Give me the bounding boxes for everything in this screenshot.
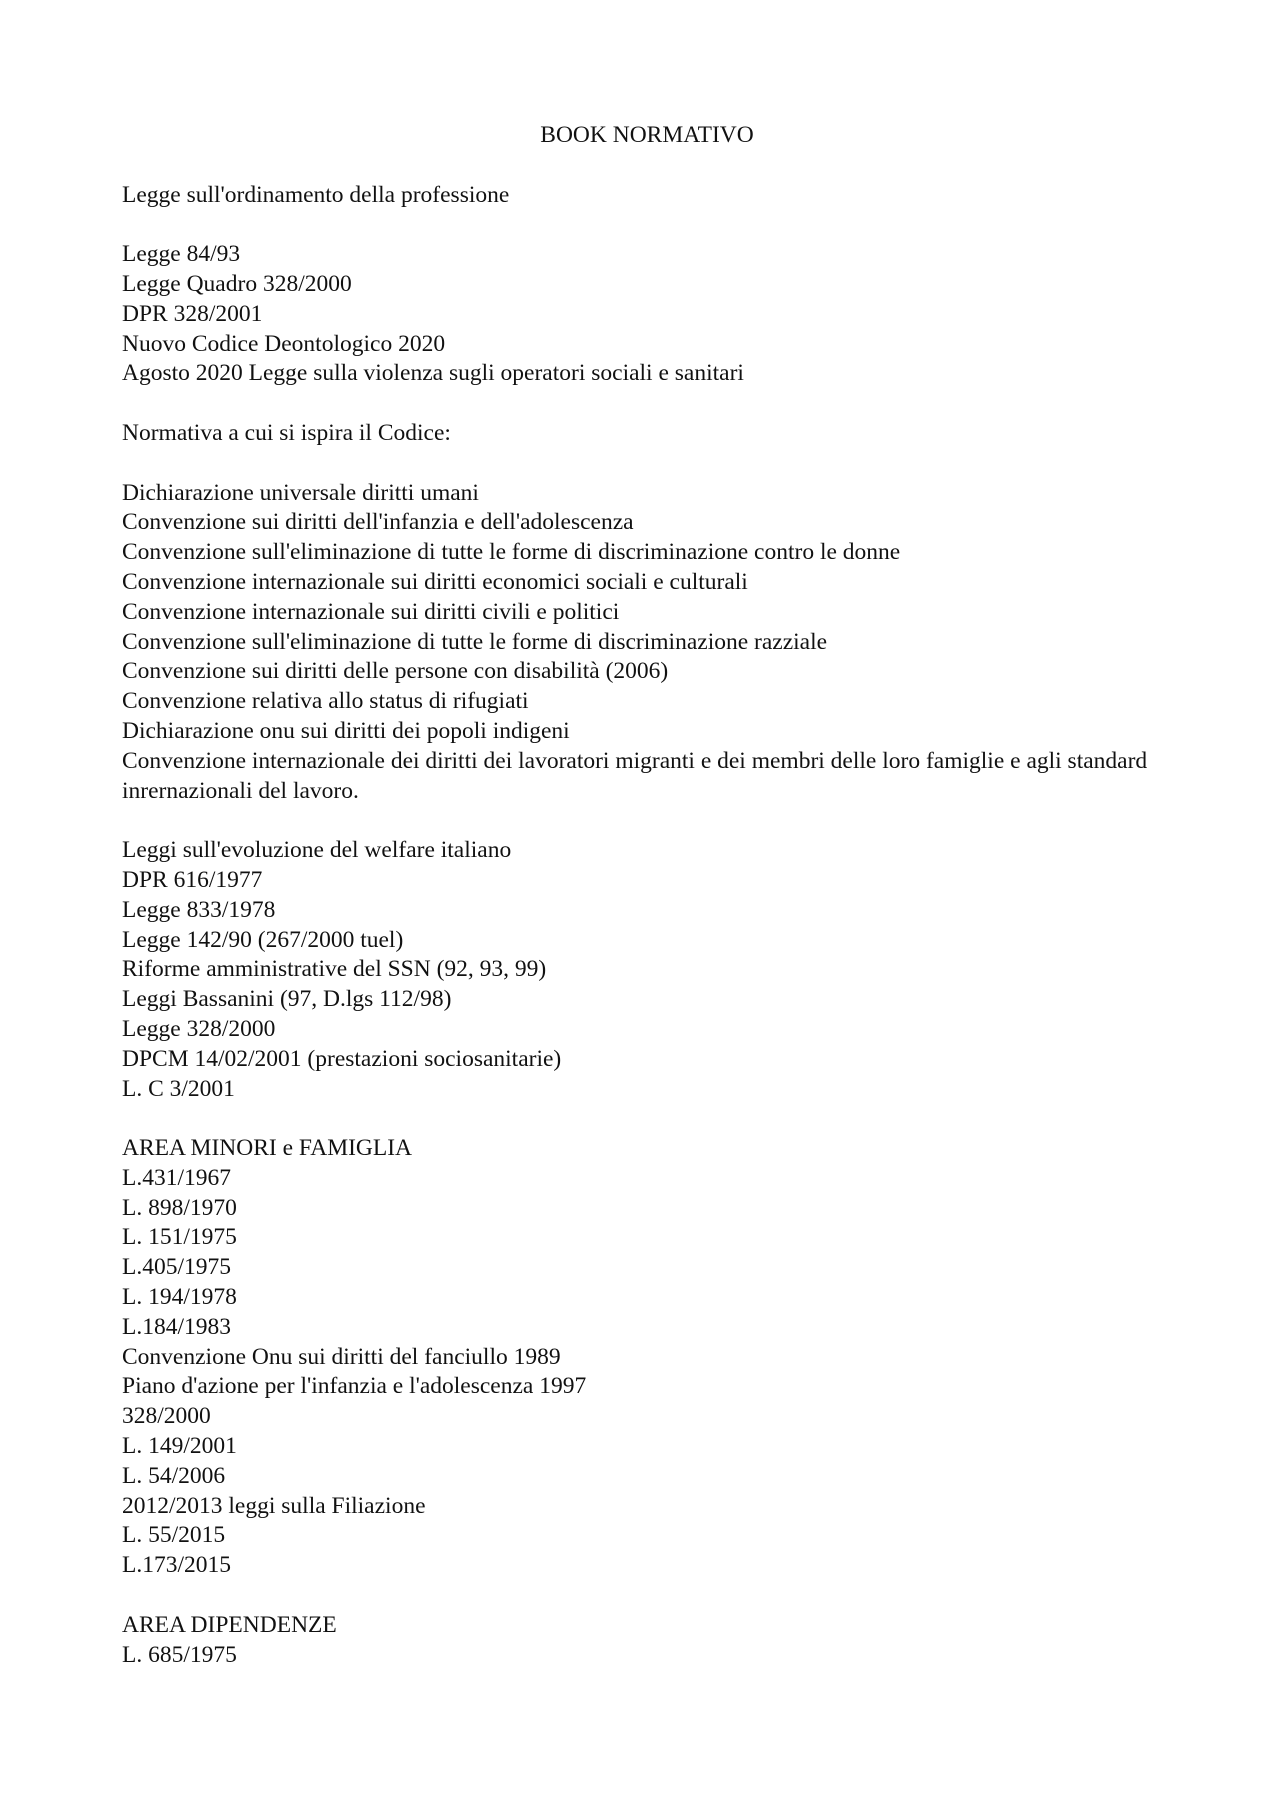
list-item: L. 149/2001 — [122, 1433, 237, 1460]
list-item: Convenzione internazionale sui diritti civili e politici — [122, 598, 620, 625]
list-item: Agosto 2020 Legge sulla violenza sugli operatori sociali e sanitari — [122, 360, 744, 387]
list-item: Legge 328/2000 — [122, 1015, 276, 1042]
list-item: Leggi Bassanini (97, D.lgs 112/98) — [122, 986, 452, 1013]
spacer — [122, 389, 1172, 419]
list-item: 2012/2013 leggi sulla Filiazione — [122, 1492, 426, 1519]
section-0 — [122, 181, 1172, 390]
list-item: L.431/1967 — [122, 1164, 232, 1191]
list-item: Piano d'azione per l'infanzia e l'adolescenza 1997 — [122, 1373, 587, 1400]
section-heading: AREA DIPENDENZE — [122, 1611, 337, 1638]
section-heading: AREA MINORI e FAMIGLIA — [122, 1135, 413, 1162]
spacer — [122, 210, 1172, 240]
list-item: Dichiarazione universale diritti umani — [122, 479, 479, 506]
list-item: Legge Quadro 328/2000 — [122, 270, 352, 297]
list-item: 328/2000 — [122, 1403, 211, 1430]
list-item: Dichiarazione onu sui diritti dei popoli indigeni — [122, 717, 570, 744]
section-4 — [122, 1611, 1172, 1671]
list-item: L. 55/2015 — [122, 1522, 226, 1549]
list-item: Legge 142/90 (267/2000 tuel) — [122, 926, 404, 953]
spacer — [122, 449, 1172, 479]
list-item: DPR 328/2001 — [122, 300, 263, 327]
list-item: Convenzione sui diritti delle persone con disabilità (2006) — [122, 658, 669, 685]
section-3 — [122, 1134, 1172, 1581]
spacer — [122, 806, 1172, 836]
list-item: L.405/1975 — [122, 1254, 232, 1281]
list-item: DPR 616/1977 — [122, 866, 263, 893]
list-item: Convenzione internazionale sui diritti economici sociali e culturali — [122, 568, 748, 595]
list-item: Convenzione relativa allo status di rifugiati — [122, 688, 529, 715]
section-heading: Legge sull'ordinamento della professione — [122, 181, 510, 208]
list-item: L. 898/1970 — [122, 1194, 237, 1221]
list-item: DPCM 14/02/2001 (prestazioni sociosanitarie) — [122, 1045, 562, 1072]
document-page — [122, 121, 1172, 1670]
list-item: Convenzione internazionale dei diritti dei lavoratori migranti e dei membri delle loro famiglie e agli standard inrernazionali del lavoro. — [122, 747, 1148, 804]
list-item: Nuovo Codice Deontologico 2020 — [122, 330, 446, 357]
list-item: Convenzione sui diritti dell'infanzia e dell'adolescenza — [122, 509, 634, 536]
list-item: Convenzione sull'eliminazione di tutte le forme di discriminazione contro le donne — [122, 539, 901, 566]
list-item: L. 685/1975 — [122, 1641, 237, 1668]
spacer — [122, 151, 1172, 181]
section-heading: Normativa a cui si ispira il Codice: — [122, 419, 451, 446]
list-item: L. 194/1978 — [122, 1284, 237, 1311]
list-item: L. C 3/2001 — [122, 1075, 235, 1102]
section-heading: Leggi sull'evoluzione del welfare italiano — [122, 837, 512, 864]
document-body — [122, 181, 1172, 1671]
list-item: L. 54/2006 — [122, 1462, 226, 1489]
list-item: L. 151/1975 — [122, 1224, 237, 1251]
list-item: L.184/1983 — [122, 1313, 232, 1340]
section-1 — [122, 419, 1172, 806]
spacer — [122, 1581, 1172, 1611]
document-title: BOOK NORMATIVO — [540, 122, 754, 148]
section-2 — [122, 836, 1172, 1104]
spacer — [122, 1104, 1172, 1134]
list-item: Legge 84/93 — [122, 241, 241, 268]
list-item: Riforme amministrative del SSN (92, 93, 99) — [122, 956, 547, 983]
list-item: Convenzione sull'eliminazione di tutte le forme di discriminazione razziale — [122, 628, 828, 655]
list-item: L.173/2015 — [122, 1552, 232, 1579]
list-item: Convenzione Onu sui diritti del fanciullo 1989 — [122, 1343, 561, 1370]
list-item: Legge 833/1978 — [122, 896, 276, 923]
